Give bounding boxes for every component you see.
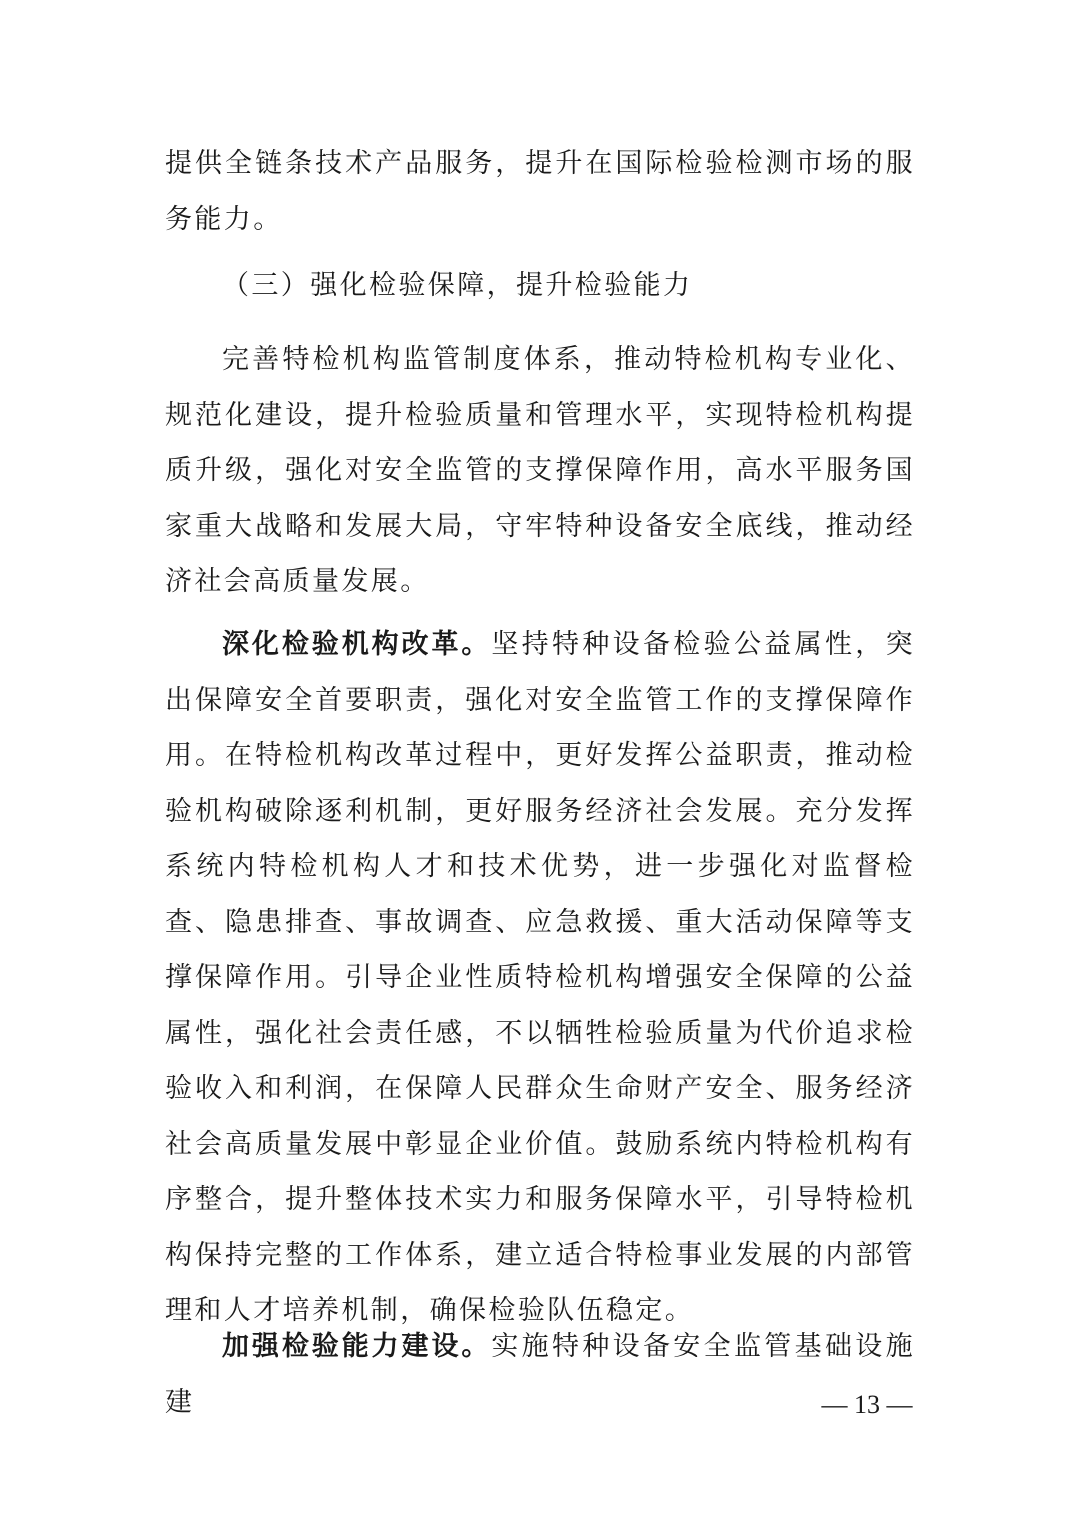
paragraph-overview: 完善特检机构监管制度体系，推动特检机构专业化、规范化建设，提升检验质量和管理水平，实现特检机构提质升级，强化对安全监管的支撑保障作用，高水平服务国家重大战略和发展大局，守牢特种设备安全底线，推动经济社会高质量发展。 xyxy=(165,344,915,597)
section-heading xyxy=(165,258,972,314)
paragraph-reform-lead: 深化检验机构改革。 xyxy=(222,629,492,660)
paragraph-capacity xyxy=(165,1319,915,1430)
paragraph-continuation: 提供全链条技术产品服务，提升在国际检验检测市场的服务能力。 xyxy=(165,148,915,235)
paragraph-capacity-lead: 加强检验能力建设。 xyxy=(222,1331,492,1362)
paragraph-reform-body: 坚持特种设备检验公益属性，突出保障安全首要职责，强化对安全监管工作的支撑保障作用。在特检机构改革过程中，更好发挥公益职责，推动检验机构破除逐利机制，更好服务经济社会发展。充分发挥系统内特检机构人才和技术优势，进一步强化对监督检查、隐患排查、事故调查、应急救援、重大活动保障等支撑保障作用。引导企业性质特检机构增强安全保障的公益属性，强化社会责任感，不以牺牲检验质量为代价追求检验收入和利润，在保障人民群众生命财产安全、服务经济社会高质量发展中彰显企业价值。鼓励系统内特检机构有序整合，提升整体技术实力和服务保障水平，引导特检机构保持完整的工作体系，建立适合特检事业发展的内部管理和人才培养机制，确保检验队伍稳定。 xyxy=(165,629,915,1326)
paragraph-reform xyxy=(165,617,915,1339)
paragraph-capacity-body: 实施特种设备安全监管基础设施建 xyxy=(165,1331,915,1418)
page-number: — 13 — xyxy=(821,1390,913,1419)
section-heading-text: （三）强化检验保障，提升检验能力 xyxy=(222,270,693,301)
